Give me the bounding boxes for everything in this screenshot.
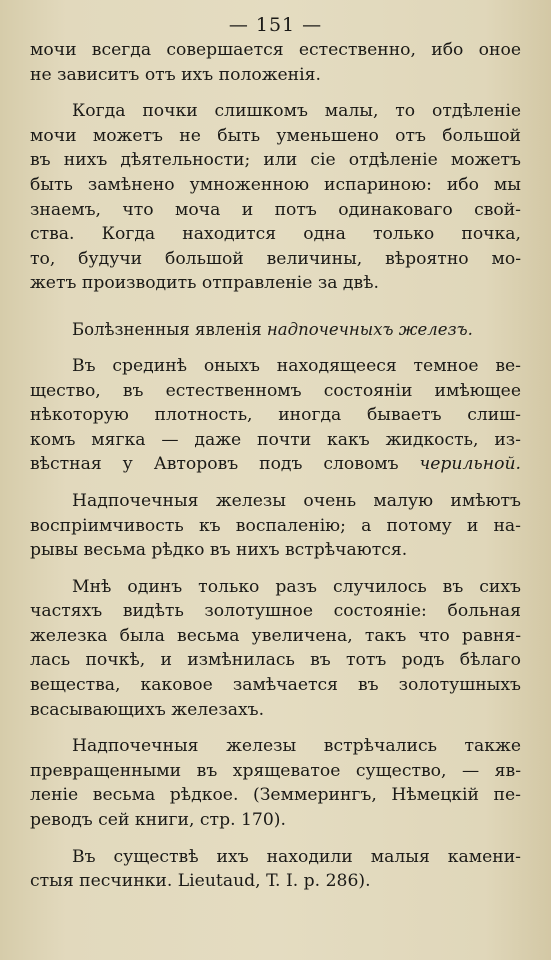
text-line: частяхъ видѣть золотушное состояніе: больная — [30, 601, 521, 622]
text-line: жетъ производить отправленіе за двѣ. — [30, 273, 380, 294]
text-line: щество, въ естественномъ состояніи имѣющее — [30, 380, 521, 401]
text-line-plain: вѣстная у Авторовъ подъ словомъ — [30, 454, 420, 475]
text-line: вещества, каковое замѣчается въ золотушныхъ — [30, 675, 521, 696]
paragraph-small-kidneys — [30, 99, 521, 296]
text-line: Когда почки слишкомъ малы, то отдѣленіе — [72, 101, 521, 122]
paragraph-stones — [30, 845, 521, 894]
text-line: превращенными въ хрящеватое существо, — яв- — [30, 760, 521, 781]
text-line: стыя песчинки. Lieutaud, T. I. p. 286). — [30, 871, 371, 892]
paragraph-cartilaginous — [30, 734, 521, 832]
text-line: железка была весьма увеличена, такъ что равня- — [30, 625, 521, 646]
section-heading — [30, 318, 521, 342]
text-line: леніе весьма рѣдкое. (Земмерингъ, Нѣмецкій пе- — [30, 785, 521, 806]
section-heading-plain: Болѣзненныя явленія — [72, 319, 267, 339]
text-line: всасывающихъ железахъ. — [30, 699, 265, 720]
continuation-paragraph — [30, 38, 521, 87]
paragraph-inflammation — [30, 489, 521, 563]
text-line: реводъ сей книги, стр. 170). — [30, 810, 286, 831]
text-line: не зависитъ отъ ихъ положенія. — [30, 64, 321, 85]
text-line: нѣкоторую плотность, иногда бываетъ слиш- — [30, 405, 521, 426]
text-line: рывы весьма рѣдко въ нихъ встрѣчаются. — [30, 540, 408, 561]
text-line: Надпочечныя железы очень малую имѣютъ — [72, 490, 521, 511]
text-line — [30, 452, 521, 477]
text-line: быть замѣнено умноженною испариною: ибо мы — [30, 174, 521, 195]
page-number: — 151 — — [228, 14, 323, 36]
text-line: ства. Когда находится одна только почка, — [30, 224, 521, 245]
text-line: мочи можетъ не быть уменьшено отъ большой — [30, 125, 521, 146]
section-heading-italic: надпочечныхъ железъ. — [266, 319, 473, 339]
text-line: то, будучи большой величины, вѣроятно мо- — [30, 248, 521, 269]
text-line: въ нихъ дѣятельности; или сіе отдѣленіе можетъ — [30, 150, 521, 171]
paragraph-medulla — [30, 354, 521, 477]
text-line: мочи всегда совершается естественно, ибо оное — [30, 40, 521, 60]
paragraph-scrofulous — [30, 575, 521, 723]
text-line-italic: черильной. — [419, 454, 521, 475]
text-line: Мнѣ одинъ только разъ случилось въ сихъ — [72, 576, 521, 597]
text-line: комъ мягка — даже почти какъ жидкость, из- — [30, 429, 521, 450]
text-line: Въ срединѣ оныхъ находящееся темное ве- — [72, 355, 521, 376]
text-line: Въ существѣ ихъ находили малыя камени- — [72, 846, 521, 867]
text-line: воспріимчивость къ воспаленію; а потому и на- — [30, 515, 521, 536]
text-line: Надпочечныя железы встрѣчались также — [72, 736, 521, 757]
text-line: знаемъ, что моча и потъ одинаковаго свой- — [30, 199, 521, 220]
text-line: лась почкѣ, и измѣнилась въ тотъ родъ бѣлаго — [30, 650, 521, 671]
